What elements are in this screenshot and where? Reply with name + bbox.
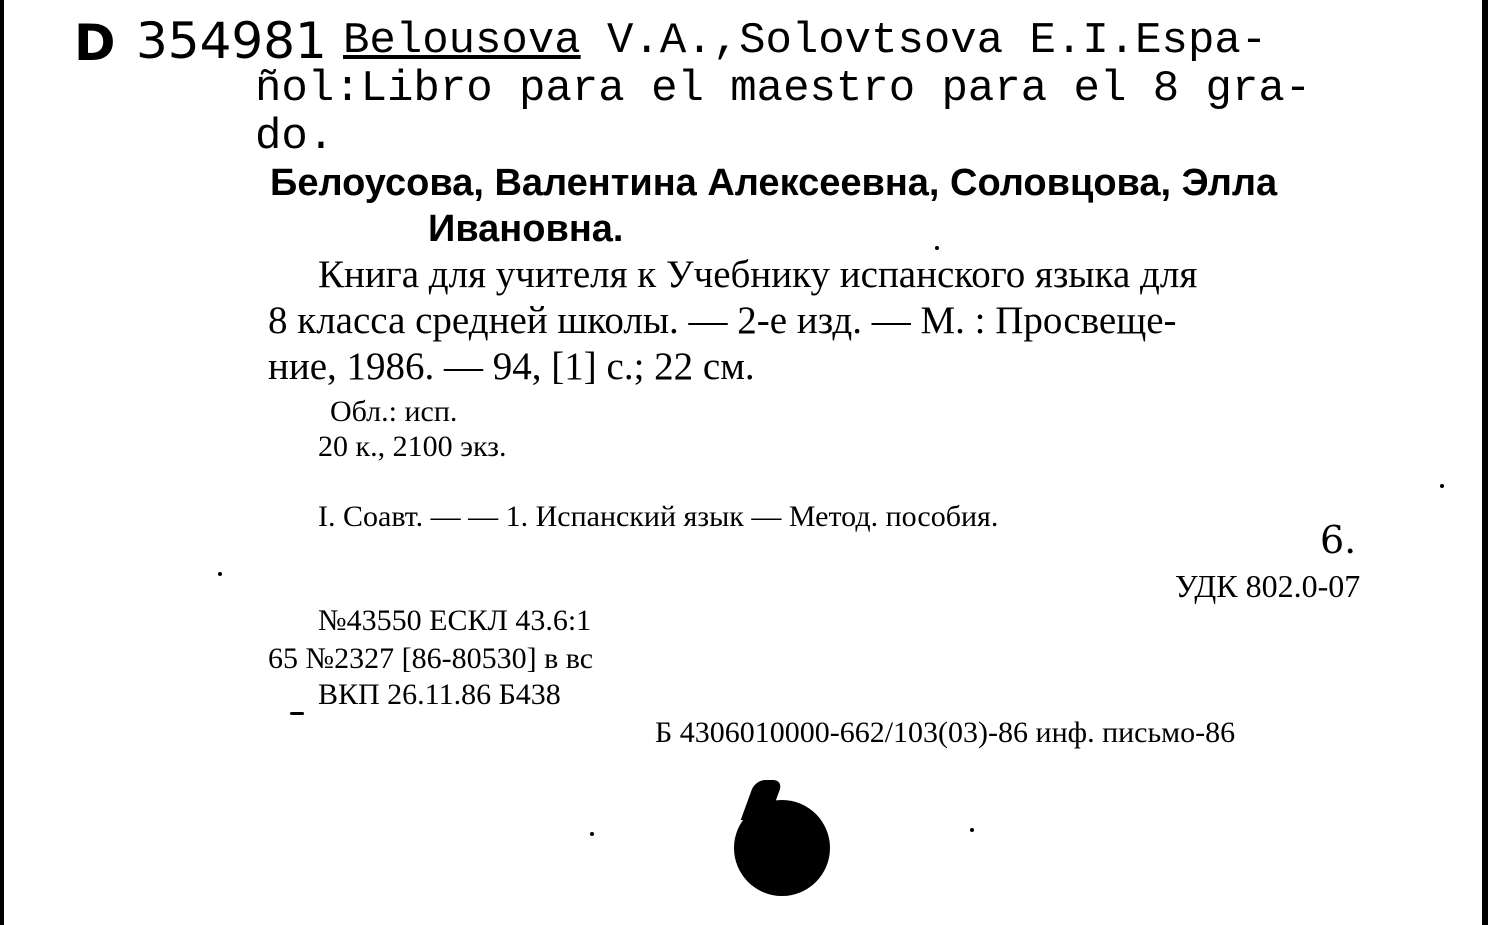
imprint-line-2: 65 №2327 [86-80530] в вс xyxy=(268,642,594,675)
typed-author: Belousova xyxy=(343,16,581,66)
card-right-edge xyxy=(1482,0,1488,925)
handwritten-correction: 6. xyxy=(1320,518,1357,562)
dust-speck xyxy=(1440,484,1444,488)
dust-speck xyxy=(935,246,939,250)
dust-speck xyxy=(290,712,304,715)
punch-hole xyxy=(734,800,830,896)
author-heading-continued: Ивановна. xyxy=(428,208,624,250)
dust-speck xyxy=(590,832,594,836)
typed-line-1 xyxy=(343,18,1267,65)
tracing-line: I. Соавт. — — 1. Испанский язык — Метод. пособия. xyxy=(318,500,999,533)
typed-line-3: do. xyxy=(255,112,335,162)
binding-note: Обл.: исп. xyxy=(330,395,458,428)
udc-classification: УДК 802.0-07 xyxy=(1175,568,1361,604)
card-left-edge xyxy=(0,0,4,925)
typed-line-1-rest: V.A.,Solovtsova E.I.Espa- xyxy=(580,16,1268,66)
typed-line-2: ñol:Libro para el maestro para el 8 gra- xyxy=(255,64,1312,114)
price-print-run: 20 к., 2100 экз. xyxy=(318,430,507,463)
description-line-3: ние, 1986. — 94, [1] с.; 22 см. xyxy=(268,345,755,388)
description-line-1: Книга для учителя к Учебнику испанского языка для xyxy=(318,253,1198,296)
call-number: 354981 xyxy=(136,12,327,70)
author-heading: Белоусова, Валентина Алексеевна, Соловцова, Элла xyxy=(270,162,1278,204)
bbk-line: Б 4306010000-662/103(03)-86 инф. письмо-86 xyxy=(655,716,1236,749)
description-line-2: 8 класса средней школы. — 2-е изд. — М. : Просвеще- xyxy=(268,299,1177,342)
imprint-line-1: №43550 ЕСКЛ 43.6:1 xyxy=(318,604,592,637)
dust-speck xyxy=(218,572,222,576)
dust-speck xyxy=(970,828,974,832)
imprint-line-3: ВКП 26.11.86 Б438 xyxy=(318,678,561,711)
call-number-prefix: D xyxy=(74,14,116,72)
